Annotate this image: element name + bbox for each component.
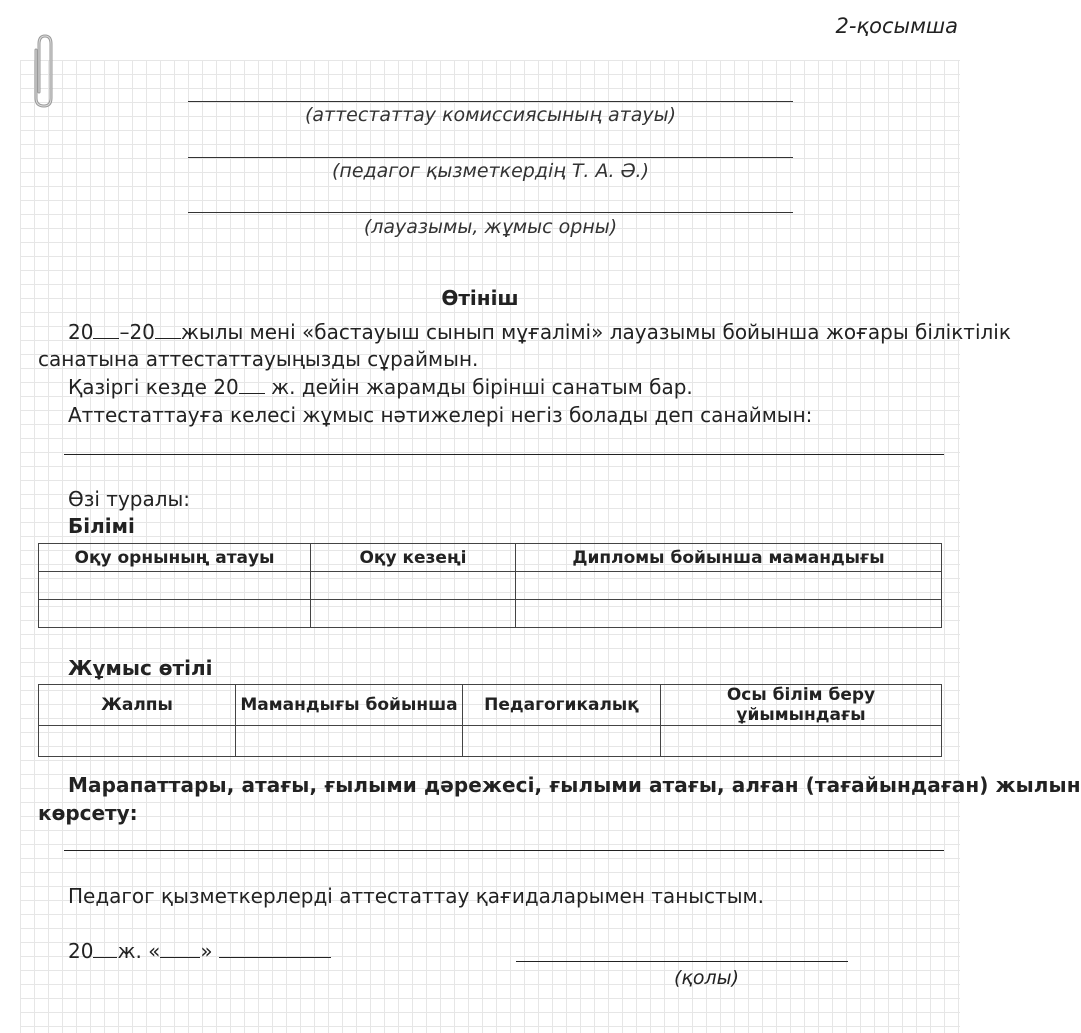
request-paragraph-line1 [68, 320, 1011, 344]
education-cell[interactable] [516, 600, 942, 628]
education-cell[interactable] [311, 572, 516, 600]
date-month-blank [219, 939, 331, 958]
awards-label-line1: Марапаттары, атағы, ғылыми дәрежесі, ғылыми атағы, алған (тағайындаған) жылын [68, 773, 1081, 797]
experience-header-total: Жалпы [39, 685, 236, 726]
annex-label: 2-қосымша [835, 14, 958, 38]
signature-line [516, 961, 848, 962]
experience-cell[interactable] [236, 726, 463, 757]
date-year-prefix: 20 [68, 939, 94, 963]
experience-cell[interactable] [661, 726, 942, 757]
request-text: жылы мені «бастауыш сынып мұғалімі» лауазымы бойынша жоғары біліктілік [180, 320, 1011, 344]
category-year-blank [239, 375, 265, 394]
current-category-text-2: ж. дейін жарамды бірінші санатым бар. [271, 375, 693, 399]
experience-header-this-organization: Осы білім беру ұйымындағы [661, 685, 942, 726]
teacher-name-caption: (педагог қызметкердің Т. А. Ә.) [331, 160, 649, 182]
acknowledgement-text: Педагог қызметкерлерді аттестаттау қағидаларымен таныстым. [68, 884, 764, 908]
date-quote-close: » [200, 939, 213, 963]
position-line [188, 212, 793, 213]
current-category-text: Қазіргі кезде 20 [68, 375, 239, 399]
education-label: Білімі [68, 514, 135, 538]
awards-label-line2: көрсету: [38, 801, 138, 825]
experience-label: Жұмыс өтілі [68, 656, 213, 680]
education-cell[interactable] [39, 600, 311, 628]
year-blank-2 [155, 320, 181, 339]
date-year-suffix: ж. « [117, 939, 161, 963]
experience-cell[interactable] [39, 726, 236, 757]
education-table [38, 543, 942, 628]
date-year-blank [93, 939, 117, 958]
paperclip-icon [30, 32, 60, 110]
date-day-blank [160, 939, 200, 958]
year-dash: –20 [119, 320, 155, 344]
experience-header-specialty: Мамандығы бойынша [236, 685, 463, 726]
experience-header-pedagogical: Педагогикалық [463, 685, 661, 726]
document-title: Өтініш [441, 286, 519, 310]
experience-table [38, 684, 942, 757]
education-header-institution: Оқу орнының атауы [39, 544, 311, 572]
request-paragraph-line2: санатына аттестаттауыңызды сұраймын. [38, 347, 479, 371]
commission-name-line [188, 101, 793, 102]
awards-line [64, 850, 944, 851]
date-field [68, 939, 331, 963]
about-label: Өзі туралы: [68, 487, 191, 511]
education-header-specialty: Дипломы бойынша мамандығы [516, 544, 942, 572]
education-cell[interactable] [39, 572, 311, 600]
signature-caption: (қолы) [674, 967, 740, 989]
work-results-paragraph: Аттестаттауға келесі жұмыс нәтижелері негіз болады деп санаймын: [68, 403, 813, 427]
year-blank [93, 320, 119, 339]
experience-cell[interactable] [463, 726, 661, 757]
education-cell[interactable] [311, 600, 516, 628]
commission-name-caption: (аттестаттау комиссиясының атауы) [304, 104, 677, 126]
teacher-name-line [188, 157, 793, 158]
education-cell[interactable] [516, 572, 942, 600]
current-category-paragraph [68, 375, 693, 399]
position-caption: (лауазымы, жұмыс орны) [363, 216, 618, 238]
education-header-period: Оқу кезеңі [311, 544, 516, 572]
work-results-line [64, 454, 944, 455]
year-prefix: 20 [68, 320, 94, 344]
